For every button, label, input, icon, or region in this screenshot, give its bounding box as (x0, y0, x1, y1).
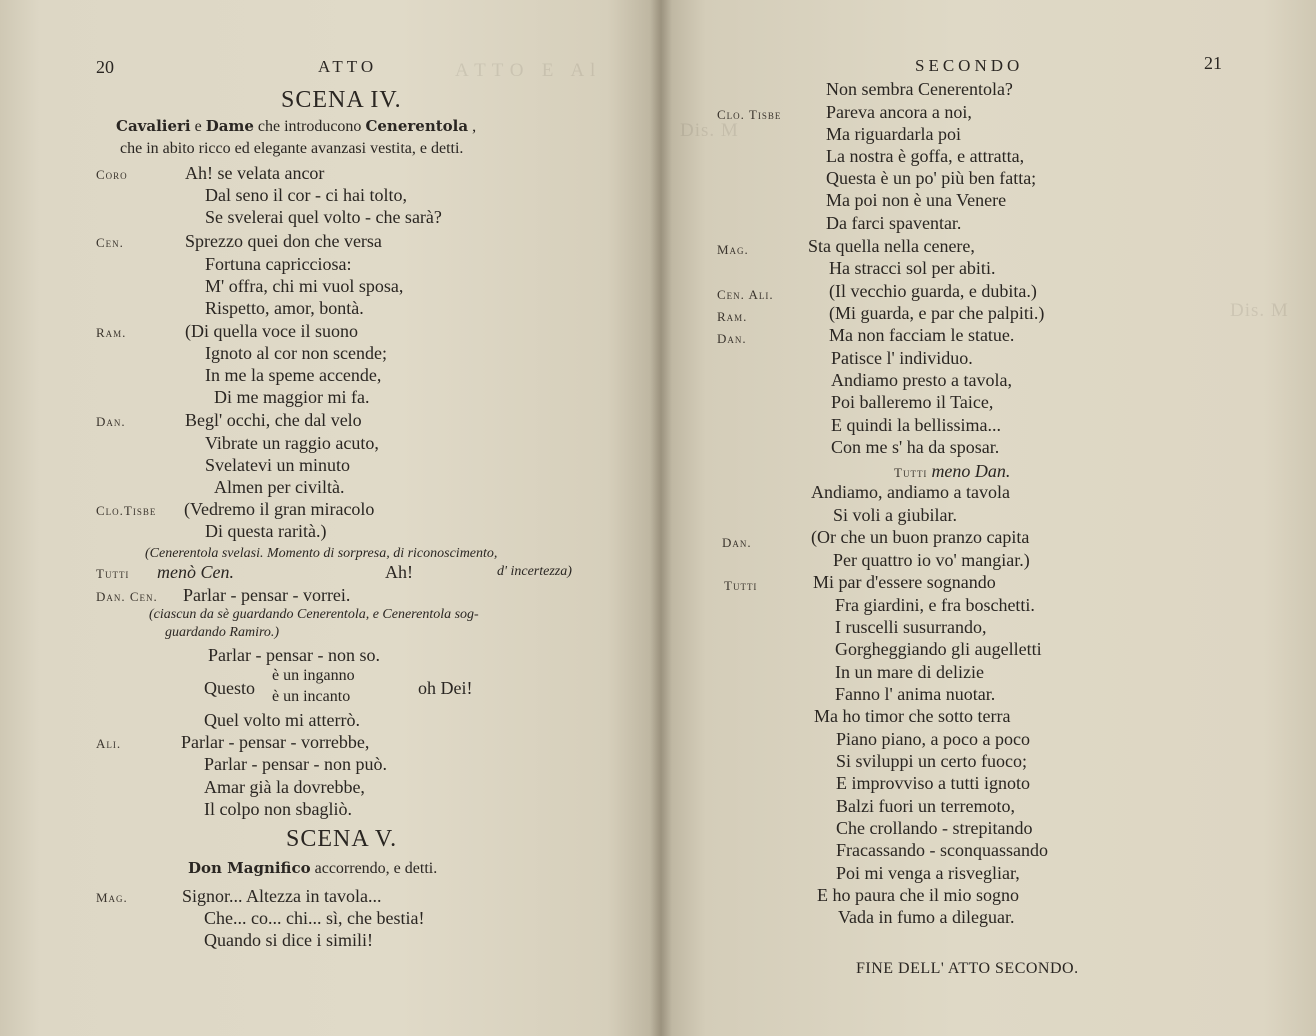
verse-line: Ignoto al cor non scende; (205, 343, 387, 363)
verse-line: Andiamo, andiamo a tavola (811, 482, 1010, 502)
verse-line: In me la speme accende, (205, 365, 382, 385)
verse-line: Begl' occhi, che dal velo (185, 410, 362, 430)
speaker-label: Tutti (724, 578, 758, 593)
speaker-label: Mag. (717, 242, 749, 257)
verse-line: Andiamo presto a tavola, (831, 370, 1012, 390)
verse-line: Ma riguardarla poi (826, 124, 961, 144)
verse-line: Da farci spaventar. (826, 213, 962, 233)
speaker-label: Dan. (722, 535, 752, 550)
verse-line: Fanno l' anima nuotar. (835, 684, 996, 704)
stage-direction: (ciascun da sè guardando Cenerentola, e Cenerentola sog- (149, 607, 479, 622)
verse-line: Ma ho timor che sotto terra (814, 706, 1011, 726)
verse-line: Per quattro io vo' mangiar.) (833, 550, 1030, 570)
verse-line: Se svelerai quel volto - che sarà? (205, 207, 442, 227)
verse-line: Amar già la dovrebbe, (204, 777, 365, 797)
page-number-left: 20 (96, 57, 114, 77)
verse-line: Che... co... chi... sì, che bestia! (204, 908, 425, 928)
verse-line: oh Dei! (418, 678, 473, 698)
verse-alternative: è un incanto (272, 688, 351, 705)
verse-line: Di questa rarità.) (205, 521, 327, 541)
verse-line: Pareva ancora a noi, (826, 102, 972, 122)
verse-alternative: è un inganno (272, 667, 355, 684)
speaker-qualifier: menò Cen. (157, 562, 234, 582)
show-through-text: Dis. M (680, 120, 739, 141)
verse-line: Vibrate un raggio acuto, (205, 433, 379, 453)
show-through-text: A T T O E A l (455, 60, 597, 81)
verse-line: Sprezzo quei don che versa (185, 231, 382, 251)
verse-line: Il colpo non sbagliò. (204, 799, 352, 819)
scene-title: SCENA V. (286, 826, 398, 852)
verse-line: Fortuna capricciosa: (205, 254, 352, 274)
running-header-left: ATTO (318, 57, 378, 76)
verse-line: (Di quella voce il suono (185, 321, 358, 341)
verse-line: Quel volto mi atterrò. (204, 710, 360, 730)
tutti-heading: Tutti meno Dan. (894, 461, 1011, 481)
verse-line: M' offra, chi mi vuol sposa, (205, 276, 404, 296)
verse-line: In un mare di delizie (835, 662, 984, 682)
verse-line: Signor... Altezza in tavola... (182, 886, 382, 906)
verse-line: Si sviluppi un certo fuoco; (836, 751, 1027, 771)
verse-line: Non sembra Cenerentola? (826, 79, 1013, 99)
verse-line: Ah! se velata ancor (185, 163, 325, 183)
scene-intro-line-1: Cavalieri e Dame che introducono Cenerentola , (116, 117, 477, 135)
verse-line: Si voli a giubilar. (833, 505, 957, 525)
verse-line: Di me maggior mi fa. (214, 387, 370, 407)
verse-line: Rispetto, amor, bontà. (205, 298, 364, 318)
speaker-label: Tutti (96, 566, 130, 581)
verse-line: Ma non facciam le statue. (829, 325, 1015, 345)
verse-line: Parlar - pensar - non può. (204, 754, 387, 774)
stage-direction: d' incertezza) (497, 564, 572, 579)
verse-line: Vada in fumo a dileguar. (838, 907, 1015, 927)
scene-title: SCENA IV. (281, 87, 402, 113)
verse-line: Quando si dice i simili! (204, 930, 373, 950)
verse-line: Parlar - pensar - vorrei. (183, 585, 351, 605)
verse-line: (Or che un buon pranzo capita (811, 527, 1030, 547)
verse-line: E ho paura che il mio sogno (817, 885, 1019, 905)
verse-line: Sta quella nella cenere, (808, 236, 975, 256)
act-end-line: FINE DELL' ATTO SECONDO. (856, 960, 1079, 977)
speaker-label: Mag. (96, 890, 128, 905)
verse-line: Svelatevi un minuto (205, 455, 350, 475)
verse-line: Ma poi non è una Venere (826, 190, 1007, 210)
verse-line: Poi mi venga a risvegliar, (836, 863, 1020, 883)
speaker-label: Cen. Ali. (717, 287, 774, 302)
verse-line: (Vedremo il gran miracolo (184, 499, 375, 519)
verse-line: Fra giardini, e fra boschetti. (835, 595, 1035, 615)
speaker-label: Coro (96, 167, 128, 182)
verse-line: La nostra è goffa, e attratta, (826, 146, 1025, 166)
speaker-label: Clo. Tisbe (717, 107, 782, 122)
verse-line: Che crollando - strepitando (836, 818, 1033, 838)
verse-line: Almen per civiltà. (214, 477, 345, 497)
verse-line: Piano piano, a poco a poco (836, 729, 1030, 749)
verse-line: Questo (204, 678, 255, 698)
show-through-text: Dis. M (1230, 300, 1289, 321)
speaker-label: Cen. (96, 235, 124, 250)
book-gutter (650, 0, 672, 1036)
verse-line: I ruscelli susurrando, (835, 617, 987, 637)
verse-line: Mi par d'essere sognando (813, 572, 996, 592)
verse-line: Dal seno il cor - ci hai tolto, (205, 185, 407, 205)
speaker-label: Dan. Cen. (96, 589, 158, 604)
verse-line: Ha stracci sol per abiti. (829, 258, 996, 278)
speaker-label: Ali. (96, 736, 122, 751)
running-header-right: SECONDO (915, 56, 1024, 75)
verse-line: Ah! (385, 562, 413, 582)
scene-intro: Don Magnifico accorrendo, e detti. (188, 859, 438, 877)
verse-line: Fracassando - sconquassando (836, 840, 1048, 860)
verse-line: Questa è un po' più ben fatta; (826, 168, 1037, 188)
speaker-label: Ram. (717, 309, 748, 324)
verse-line: Poi balleremo il Taice, (831, 392, 994, 412)
right-page (660, 0, 1316, 1036)
speaker-label: Dan. (717, 331, 747, 346)
verse-line: E improvviso a tutti ignoto (836, 773, 1030, 793)
speaker-label: Dan. (96, 414, 126, 429)
scene-intro-line-2: che in abito ricco ed elegante avanzasi vestita, e detti. (120, 140, 464, 157)
verse-line: Balzi fuori un terremoto, (836, 796, 1015, 816)
stage-direction: (Cenerentola svelasi. Momento di sorpresa, di riconoscimento, (145, 546, 498, 561)
verse-line: Patisce l' individuo. (831, 348, 973, 368)
speaker-label: Clo.Tisbe (96, 503, 157, 518)
verse-line: Parlar - pensar - vorrebbe, (181, 732, 370, 752)
verse-line: Gorgheggiando gli augelletti (835, 639, 1042, 659)
page-number-right: 21 (1204, 53, 1222, 73)
verse-line: Parlar - pensar - non so. (208, 645, 380, 665)
verse-line: Con me s' ha da sposar. (831, 437, 1000, 457)
verse-line: (Mi guarda, e par che palpiti.) (829, 303, 1045, 323)
verse-line: (Il vecchio guarda, e dubita.) (829, 281, 1037, 301)
verse-line: E quindi la bellissima... (831, 415, 1001, 435)
speaker-label: Ram. (96, 325, 127, 340)
stage-direction: guardando Ramiro.) (165, 625, 280, 640)
